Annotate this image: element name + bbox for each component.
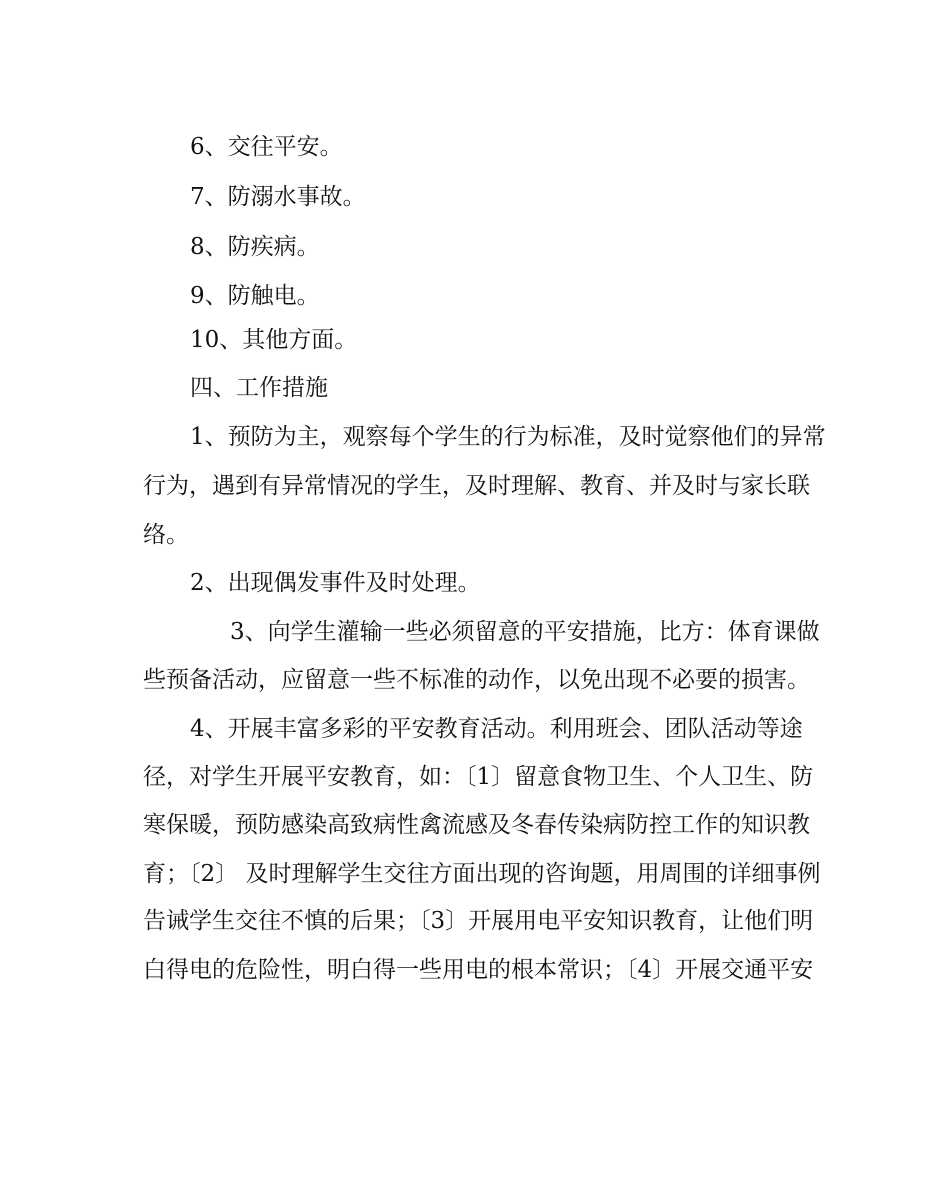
list-item-10: 10、其他方面。 — [190, 327, 358, 353]
paragraph-line: 些预备活动，应留意一些不标准的动作，以免出现不必要的损害。 — [143, 667, 810, 693]
paragraph-line: 径，对学生开展平安教育，如：〔1〕留意食物卫生、个人卫生、防 — [143, 764, 814, 790]
paragraph-line: 育；〔2〕 及时理解学生交往方面出现的咨询题，用周围的详细事例 — [143, 861, 821, 887]
paragraph-line: 告诫学生交往不慎的后果；〔3〕开展用电平安知识教育，让他们明 — [143, 908, 814, 934]
paragraph-line: 白得电的危险性，明白得一些用电的根本常识；〔4〕开展交通平安 — [143, 957, 814, 983]
list-item-7: 7、防溺水事故。 — [190, 184, 366, 210]
paragraph-line: 3、向学生灌输一些必须留意的平安措施，比方：体育课做 — [230, 619, 820, 645]
paragraph-line: 络。 — [143, 522, 189, 548]
list-item-6: 6、交往平安。 — [190, 134, 343, 160]
list-item-8: 8、防疾病。 — [190, 234, 320, 260]
section-heading: 四、工作措施 — [190, 375, 328, 401]
paragraph-line: 1、预防为主，观察每个学生的行为标准，及时觉察他们的异常 — [190, 424, 826, 450]
paragraph-line: 行为，遇到有异常情况的学生，及时理解、教育、并及时与家长联 — [143, 473, 810, 499]
paragraph-line: 2、出现偶发事件及时处理。 — [190, 570, 481, 596]
paragraph-line: 寒保暖，预防感染高致病性禽流感及冬春传染病防控工作的知识教 — [143, 812, 810, 838]
list-item-9: 9、防触电。 — [190, 283, 320, 309]
paragraph-line: 4、开展丰富多彩的平安教育活动。利用班会、团队活动等途 — [190, 716, 803, 742]
